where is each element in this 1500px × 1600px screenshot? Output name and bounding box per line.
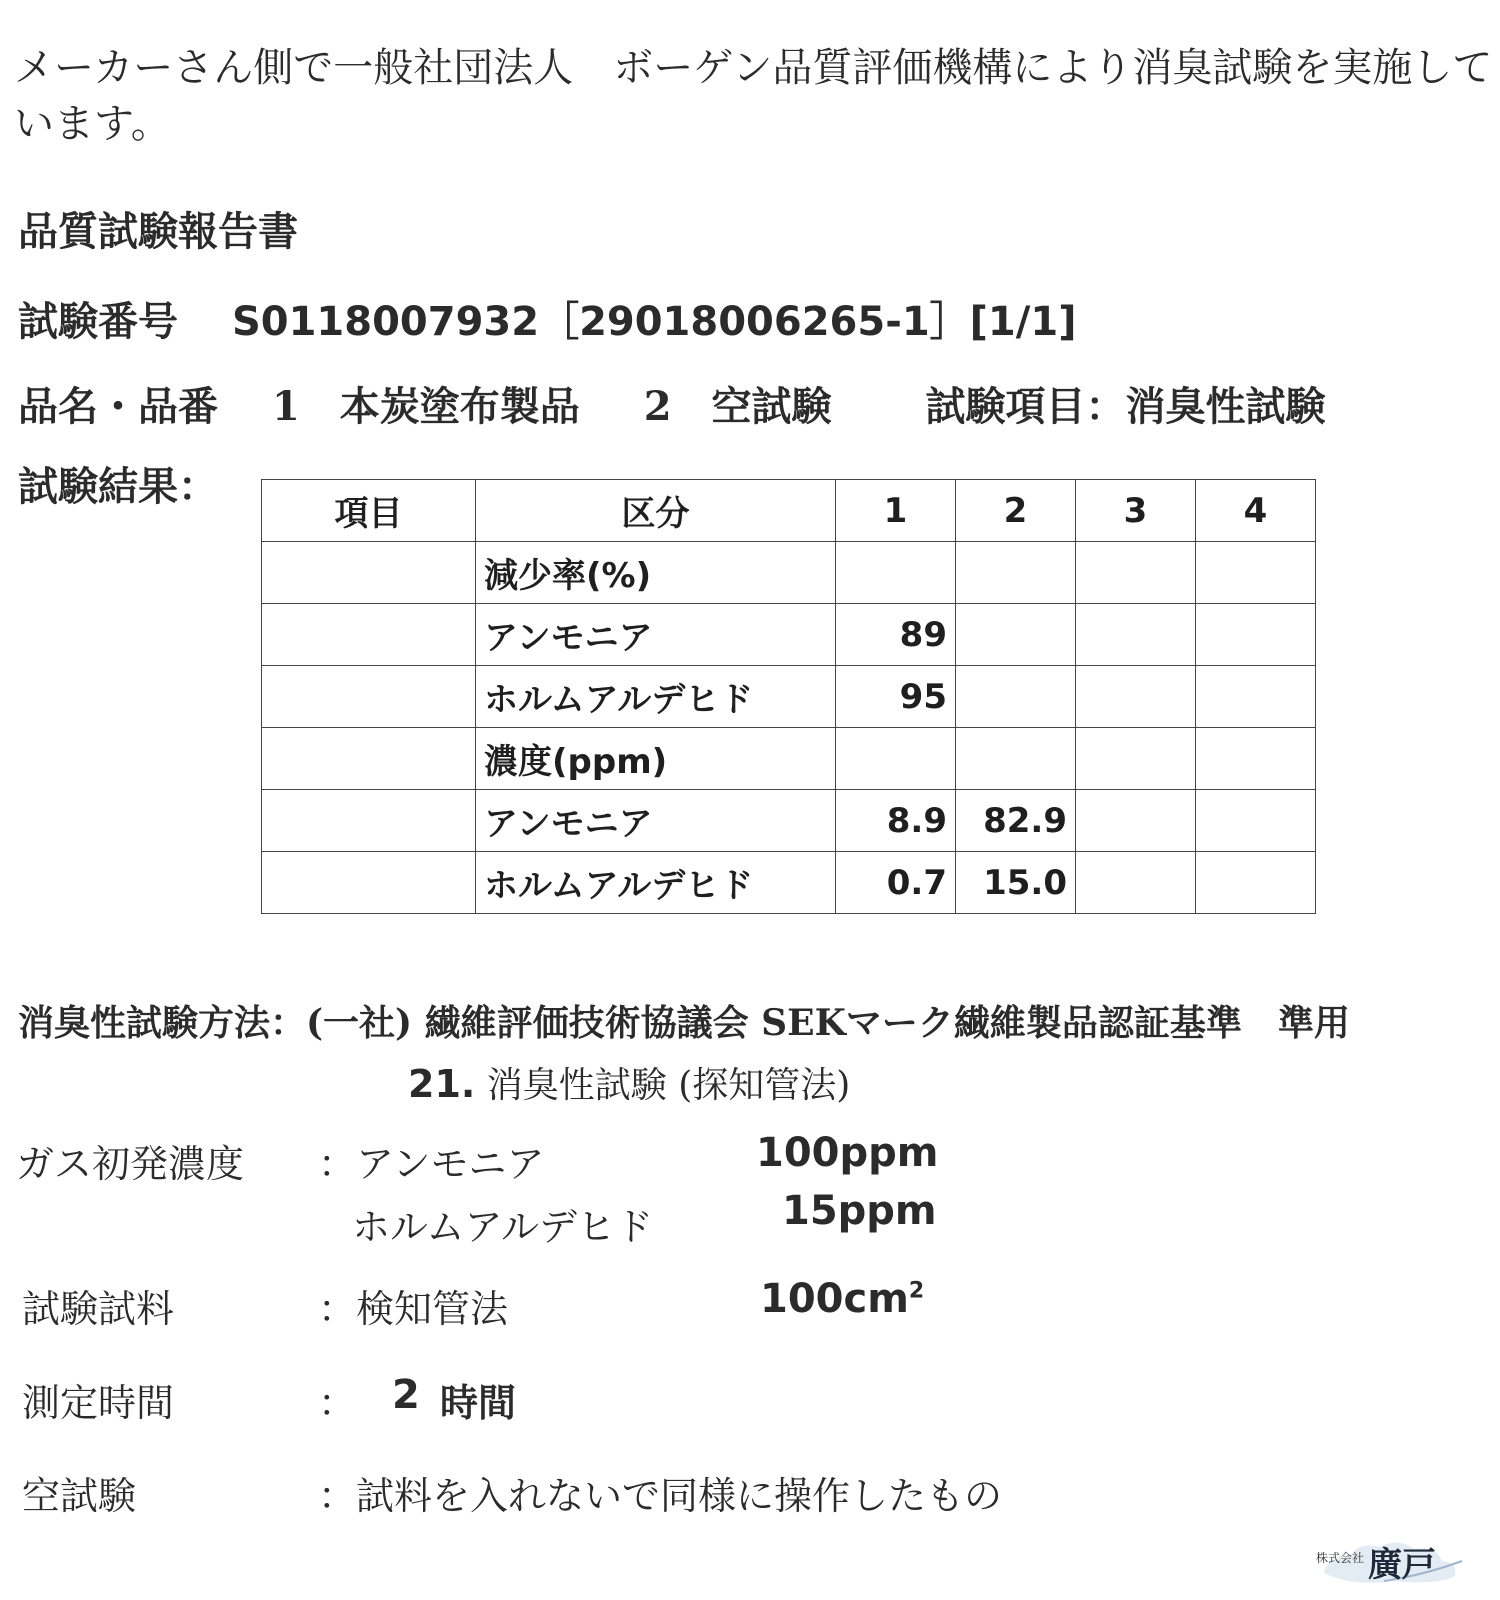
cell-value-1: [836, 728, 956, 790]
cell-value-2: [956, 666, 1076, 728]
cell-value-2: 82.9: [956, 790, 1076, 852]
results-table: [261, 479, 1316, 914]
gas-formaldehyde: ホルムアルデヒド: [352, 1205, 653, 1249]
product-2: 2 空試験: [643, 383, 832, 430]
cell-value-1: 89: [836, 604, 956, 666]
cell-value-1: 0.7: [836, 852, 956, 914]
cell-value-3: [1076, 604, 1196, 666]
gas-label: ガス初発濃度: [16, 1142, 245, 1186]
sample-value-number: 100cm: [760, 1276, 909, 1322]
cell-value-1: 8.9: [836, 790, 956, 852]
intro-text: メーカーさん側で一般社団法人 ボーゲン品質評価機構により消臭試験を実施しています。: [14, 45, 1493, 147]
cell-value-2: [956, 604, 1076, 666]
report-title: 品質試験報告書: [18, 208, 298, 255]
time-value: 2: [392, 1372, 420, 1418]
cell-value-4: [1196, 790, 1316, 852]
cell-value-3: [1076, 542, 1196, 604]
method-name: 消臭性試験 (探知管法): [475, 1065, 851, 1106]
sample-value: [760, 1276, 924, 1322]
cell-item: [262, 790, 476, 852]
blank-description: 試料を入れないで同様に操作したもの: [356, 1474, 1003, 1518]
cell-division: 濃度(ppm): [476, 728, 836, 790]
cell-value-1: 95: [836, 666, 956, 728]
table-header-row: [262, 480, 1316, 542]
header-sample-4: 4: [1196, 480, 1316, 542]
cell-value-4: [1196, 728, 1316, 790]
result-label: 試験結果：: [18, 463, 218, 510]
method-line-2: [408, 1057, 850, 1108]
cell-item: [262, 604, 476, 666]
cell-division: アンモニア: [476, 604, 836, 666]
time-unit: 時間: [440, 1380, 517, 1425]
header-sample-3: 3: [1076, 480, 1196, 542]
cell-value-2: [956, 542, 1076, 604]
cell-item: [262, 666, 476, 728]
cell-value-3: [1076, 728, 1196, 790]
logo-company-type: 株式会社: [1316, 1551, 1365, 1565]
cell-value-4: [1196, 604, 1316, 666]
cell-value-4: [1196, 542, 1316, 604]
cell-division: ホルムアルデヒド: [476, 666, 836, 728]
cell-division: 減少率(%): [476, 542, 836, 604]
header-sample-1: 1: [836, 480, 956, 542]
cell-value-4: [1196, 666, 1316, 728]
cell-item: [262, 852, 476, 914]
gas-colon: ：: [318, 1142, 357, 1186]
cell-value-3: [1076, 790, 1196, 852]
gas-ammonia-value: 100ppm: [756, 1130, 939, 1176]
product-line: [18, 375, 1326, 432]
cell-item: [262, 728, 476, 790]
cell-item: [262, 542, 476, 604]
blank-colon: ：: [318, 1474, 357, 1518]
sample-value-sup: 2: [908, 1278, 925, 1304]
header-sample-2: 2: [956, 480, 1076, 542]
logo-company-name: 廣戸: [1368, 1545, 1436, 1585]
header-item: 項目: [262, 480, 476, 542]
time-label: 測定時間: [22, 1381, 175, 1425]
table-row: [262, 666, 1316, 728]
table-row: [262, 728, 1316, 790]
gas-formaldehyde-value: 15ppm: [782, 1188, 937, 1234]
time-colon: ：: [318, 1381, 357, 1425]
table-row: [262, 852, 1316, 914]
product-label: 品名・品番: [18, 383, 218, 430]
table-row: [262, 790, 1316, 852]
product-1: 1 本炭塗布製品: [271, 383, 580, 430]
test-item: 試験項目：消臭性試験: [925, 383, 1326, 430]
cell-division: ホルムアルデヒド: [476, 852, 836, 914]
sample-label: 試験試料: [22, 1287, 175, 1331]
table-row: [262, 542, 1316, 604]
test-number-line: [18, 290, 1077, 347]
gas-ammonia: アンモニア: [356, 1142, 545, 1186]
cell-value-2: [956, 728, 1076, 790]
cell-value-1: [836, 542, 956, 604]
header-division: 区分: [476, 480, 836, 542]
table-row: [262, 604, 1316, 666]
method-number: 21.: [408, 1062, 476, 1106]
sample-method: 検知管法: [356, 1287, 509, 1331]
cell-value-3: [1076, 852, 1196, 914]
blank-label: 空試験: [22, 1474, 137, 1518]
sample-colon: ：: [318, 1287, 357, 1331]
test-number: S0118007932［29018006265-1］[1/1]: [231, 299, 1077, 345]
cell-value-2: 15.0: [956, 852, 1076, 914]
method-line-1: 消臭性試験方法：(一社) 繊維評価技術協議会 SEKマーク繊維製品認証基準 準用: [18, 1002, 1350, 1044]
cell-division: アンモニア: [476, 790, 836, 852]
test-number-label: 試験番号: [18, 298, 178, 345]
company-logo: [1314, 1535, 1464, 1590]
cell-value-3: [1076, 666, 1196, 728]
cell-value-4: [1196, 852, 1316, 914]
